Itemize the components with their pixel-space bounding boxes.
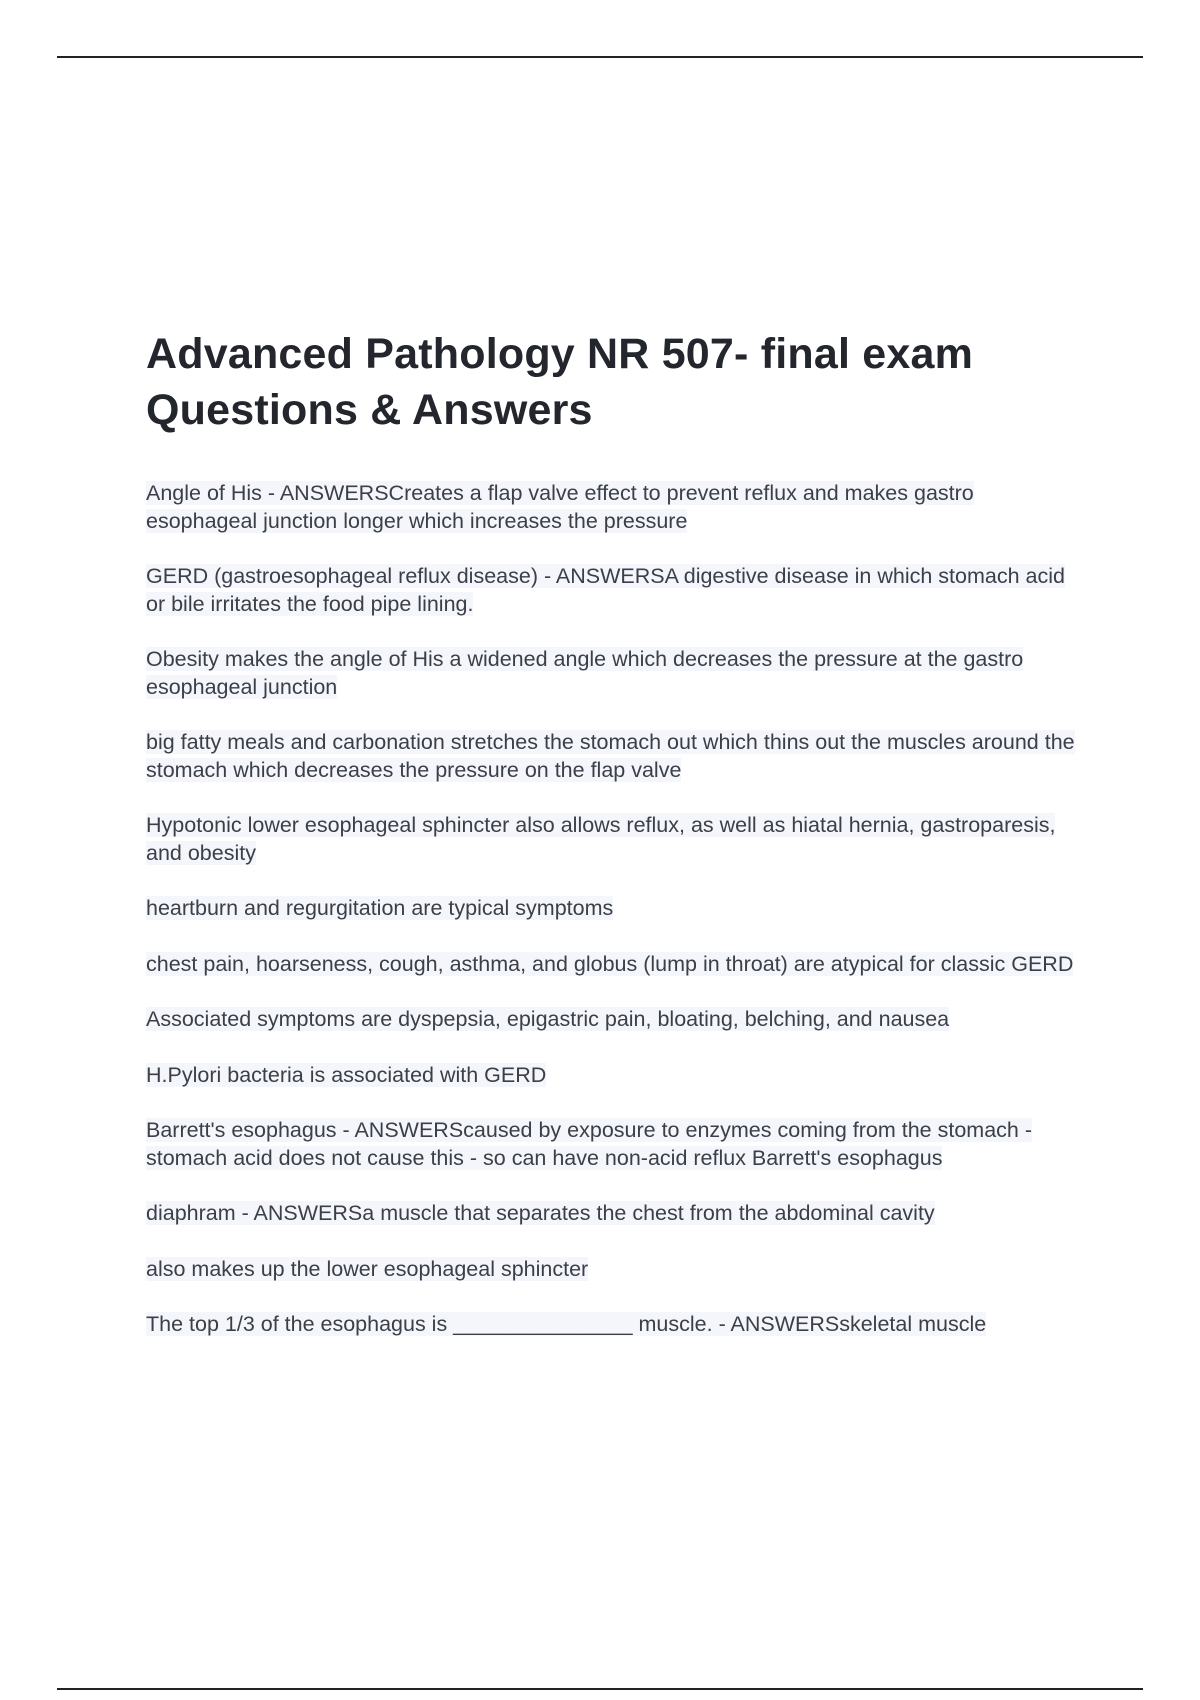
qa-item xyxy=(146,1117,1086,1172)
qa-item xyxy=(146,646,1086,701)
qa-item xyxy=(146,480,1086,535)
qa-item xyxy=(146,729,1086,784)
title-line-1: Advanced Pathology NR 507- final exam xyxy=(146,330,974,378)
qa-item-text: Hypotonic lower esophageal sphincter also allows reflux, as well as hiatal hernia, gastroparesis, and obesity xyxy=(146,813,1056,865)
qa-item-text: Associated symptoms are dyspepsia, epigastric pain, bloating, belching, and nausea xyxy=(146,1007,950,1031)
qa-item-text: Angle of His - ANSWERSCreates a flap valve effect to prevent reflux and makes gastro esophageal junction longer which increases the pressure xyxy=(146,481,974,533)
qa-item-text: Obesity makes the angle of His a widened angle which decreases the pressure at the gastro esophageal junction xyxy=(146,647,1024,699)
qa-item xyxy=(146,563,1086,618)
qa-item-text: chest pain, hoarseness, cough, asthma, and globus (lump in throat) are atypical for classic GERD xyxy=(146,951,1074,976)
qa-item-text: heartburn and regurgitation are typical symptoms xyxy=(146,896,614,920)
qa-item-text: Barrett's esophagus - ANSWERScaused by exposure to enzymes coming from the stomach - stomach acid does not cause this - so can have non-acid reflux Barrett's esophagus xyxy=(146,1118,1032,1170)
qa-item-text: GERD (gastroesophageal reflux disease) - ANSWERSA digestive disease in which stomach acid or bile irritates the food pipe lining. xyxy=(146,564,1065,616)
qa-item xyxy=(146,1311,1086,1339)
qa-item xyxy=(146,895,1086,923)
qa-item xyxy=(146,951,1086,979)
document-body xyxy=(146,326,1086,1367)
qa-item xyxy=(146,812,1086,867)
page-title xyxy=(146,326,1086,438)
qa-list xyxy=(146,480,1086,1339)
qa-item xyxy=(146,1200,1086,1228)
title-line-2: Questions & Answers xyxy=(146,386,593,434)
qa-item-text: big fatty meals and carbonation stretches the stomach out which thins out the muscles around the stomach which decreases the pressure on the flap valve xyxy=(146,730,1075,782)
qa-item xyxy=(146,1256,1086,1284)
footer-rule xyxy=(57,1688,1143,1690)
header-rule xyxy=(57,56,1143,58)
qa-item-text: also makes up the lower esophageal sphincter xyxy=(146,1256,589,1281)
qa-item-text: H.Pylori bacteria is associated with GERD xyxy=(146,1062,547,1087)
qa-item xyxy=(146,1062,1086,1090)
qa-item xyxy=(146,1006,1086,1034)
qa-item-text: The top 1/3 of the esophagus is _______________ muscle. - ANSWERSskeletal muscle xyxy=(146,1312,987,1336)
qa-item-text: diaphram - ANSWERSa muscle that separates the chest from the abdominal cavity xyxy=(146,1201,935,1225)
